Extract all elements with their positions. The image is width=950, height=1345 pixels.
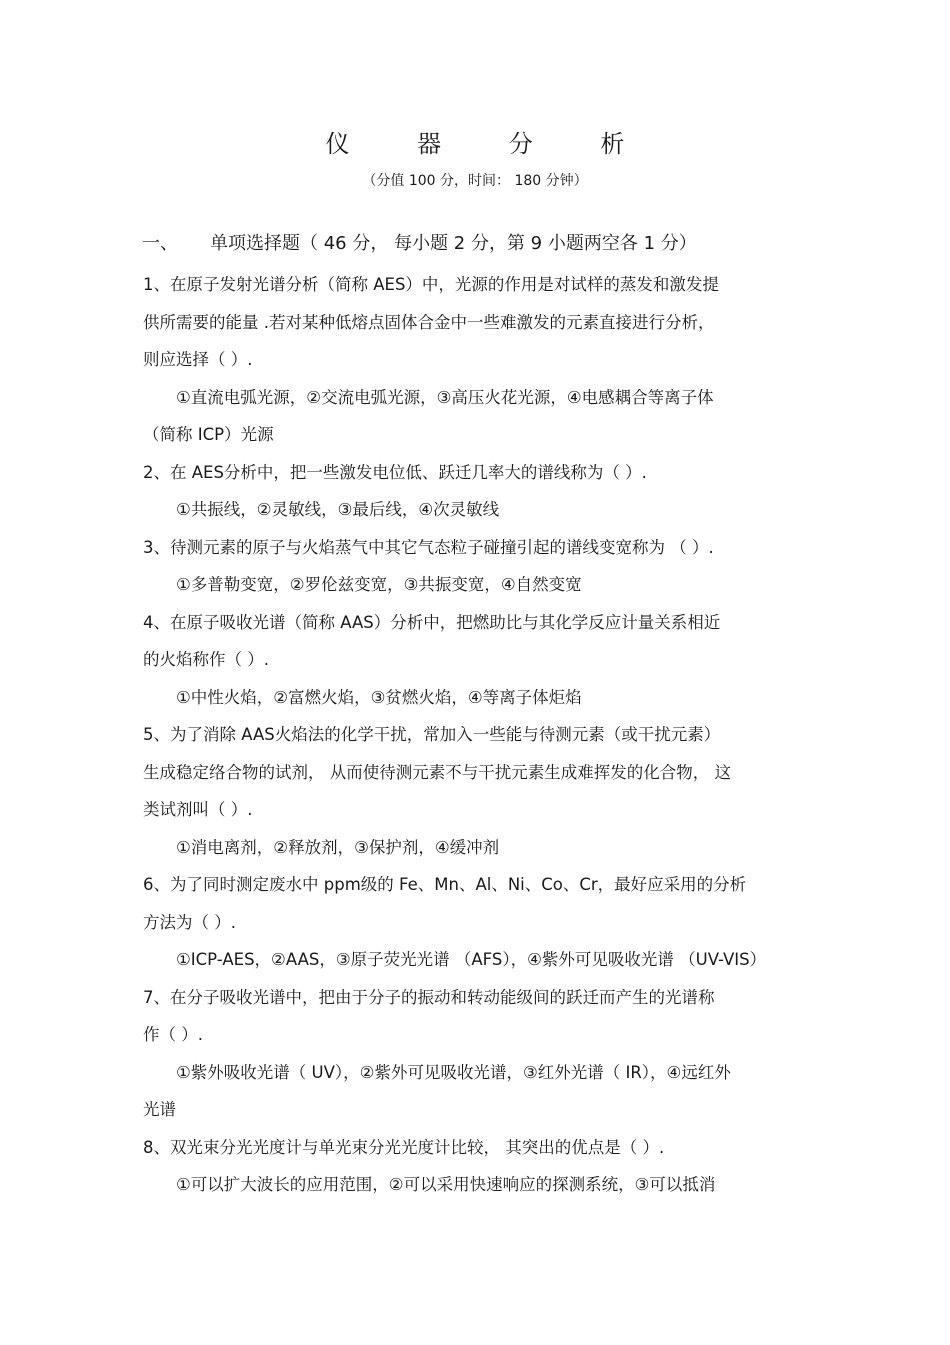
question-2-options: ①共振线，②灵敏线，③最后线，④次灵敏线 <box>176 500 500 519</box>
question-1-line-2: 供所需要的能量 .若对某种低熔点固体合金中一些难激发的元素直接进行分析， <box>143 313 715 332</box>
question-7-options-cont: 光谱 <box>143 1100 176 1119</box>
question-5-line-3: 类试剂叫（ ）. <box>143 800 253 819</box>
question-5-line-2: 生成稳定络合物的试剂， 从而使待测元素不与干扰元素生成难挥发的化合物， 这 <box>143 763 731 782</box>
question-3-line-1: 3、待测元素的原子与火焰蒸气中其它气态粒子碰撞引起的谱线变宽称为 （ ）. <box>143 538 714 557</box>
page-title: 仪 器 分 析 <box>325 130 655 158</box>
question-5-options: ①消电离剂，②释放剂，③保护剂，④缓冲剂 <box>176 838 500 857</box>
question-1-line-1: 1、在原子发射光谱分析（简称 AES）中，光源的作用是对试样的蒸发和激发提 <box>143 275 719 294</box>
question-7-line-1: 7、在分子吸收光谱中，把由于分子的振动和转动能级间的跃迁而产生的光谱称 <box>143 988 715 1007</box>
question-4-options: ①中性火焰，②富燃火焰，③贫燃火焰，④等离子体炬焰 <box>176 688 582 707</box>
question-8-line-1: 8、双光束分光光度计与单光束分光光度计比较， 其突出的优点是（ ）. <box>143 1138 665 1157</box>
question-1-options: ①直流电弧光源，②交流电弧光源，③高压火花光源，④电感耦合等离子体 <box>176 388 714 407</box>
question-1-line-3: 则应选择（ ）. <box>143 350 253 369</box>
section-number: 一、 <box>142 233 178 254</box>
question-4-line-2: 的火焰称作（ ）. <box>143 650 269 669</box>
question-7-options: ①紫外吸收光谱（ UV），②紫外可见吸收光谱，③红外光谱（ IR），④远红外 <box>176 1063 731 1082</box>
question-5-line-1: 5、为了消除 AAS火焰法的化学干扰，常加入一些能与待测元素（或干扰元素） <box>143 725 721 744</box>
question-2-line-1: 2、在 AES分析中，把一些激发电位低、跃迁几率大的谱线称为（ ）. <box>143 463 647 482</box>
question-6-options: ①ICP-AES，②AAS，③原子荧光光谱 （AFS），④紫外可见吸收光谱 （UV-VIS） <box>176 950 767 969</box>
question-6-line-1: 6、为了同时测定废水中 ppm级的 Fe、Mn、Al、Ni、Co、Cr，最好应采用的分析 <box>143 875 747 894</box>
question-6-line-2: 方法为（ ）. <box>143 913 236 932</box>
question-8-options: ①可以扩大波长的应用范围，②可以采用快速响应的探测系统，③可以抵消 <box>176 1175 716 1194</box>
section-heading <box>142 229 697 255</box>
page-subtitle: （分值 100 分，时间： 180 分钟） <box>362 173 588 189</box>
question-1-options-cont: （简称 ICP）光源 <box>143 425 274 444</box>
question-7-line-2: 作（ ）. <box>143 1025 203 1044</box>
question-3-options: ①多普勒变宽，②罗伦兹变宽，③共振变宽，④自然变宽 <box>176 575 582 594</box>
section-title: 单项选择题（ 46 分， 每小题 2 分，第 9 小题两空各 1 分） <box>210 233 697 254</box>
question-4-line-1: 4、在原子吸收光谱（简称 AAS）分析中，把燃助比与其化学反应计量关系相近 <box>143 613 721 632</box>
